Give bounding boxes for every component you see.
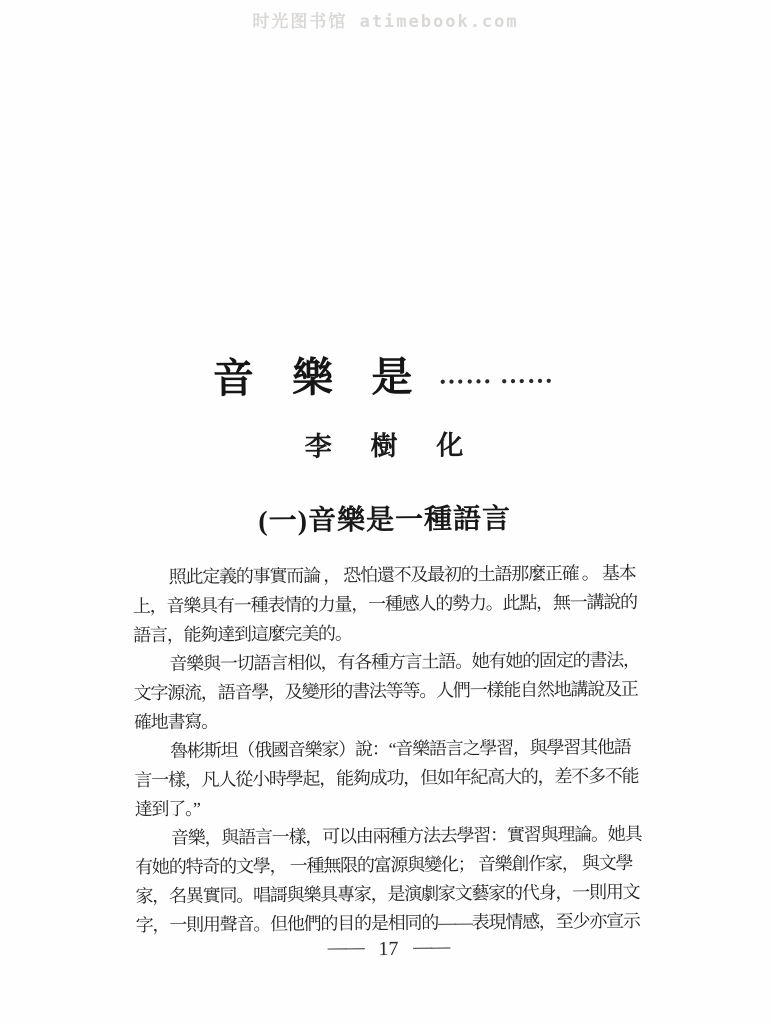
page-number: 17 — [378, 937, 399, 961]
article-title-text: 音 樂 是 — [212, 353, 427, 402]
body-line: 上，音樂具有一種表情的力量，一種感人的勢力。此點，無一講說的 — [132, 591, 637, 617]
section-heading: (一)音樂是一種語言 — [258, 503, 512, 538]
body-line: 確地書寫。 — [133, 711, 219, 733]
footer-dash-right: —— — [413, 936, 450, 958]
footer-dash-left: —— — [327, 937, 364, 959]
body-line: 家，名異實同。唱謌與樂具專家，是演劇家文藝家的代身，一則用文 — [135, 881, 640, 907]
author-name: 李 樹 化 — [304, 430, 480, 462]
body-line: 字，一則用聲音。但他們的目的是相同的——表現情感，至少亦宣示 — [135, 910, 640, 936]
page-footer — [3, 935, 771, 965]
library-watermark: 时光图书馆 atimebook.com — [252, 12, 519, 32]
body-line: 文字源流，語音學，及變形的書法等等。人們一樣能自然地講說及正 — [133, 678, 638, 704]
body-line: 音樂，與語言一樣，可以由兩種方法去學習：實習與理論。她具 — [170, 823, 642, 848]
body-line: 照此定義的事實而論 ， 恐怕還不及最初的土語那麼正確 。 基本 — [168, 562, 636, 587]
body-line: 達到了。” — [134, 798, 200, 820]
body-line: 魯彬斯坦（俄國音樂家）說：“音樂語言之學習，與學習其他語 — [170, 736, 631, 761]
body-text — [133, 559, 651, 940]
article-title-ellipsis: …… …… — [438, 359, 555, 390]
article-title — [0, 341, 769, 407]
body-line: 音樂與一切語言相似，有各種方言土語。她有她的固定的書法， — [169, 649, 640, 674]
body-line: 有她的特奇的文學， 一種無限的富源與變化； 音樂創作家， 與文學 — [135, 852, 633, 878]
body-line: 語言，能夠達到這麼完美的。 — [133, 623, 352, 646]
body-line: 言一樣，凡人從小時學起，能夠成功，但如年紀高大的，差不多不能 — [134, 765, 639, 791]
